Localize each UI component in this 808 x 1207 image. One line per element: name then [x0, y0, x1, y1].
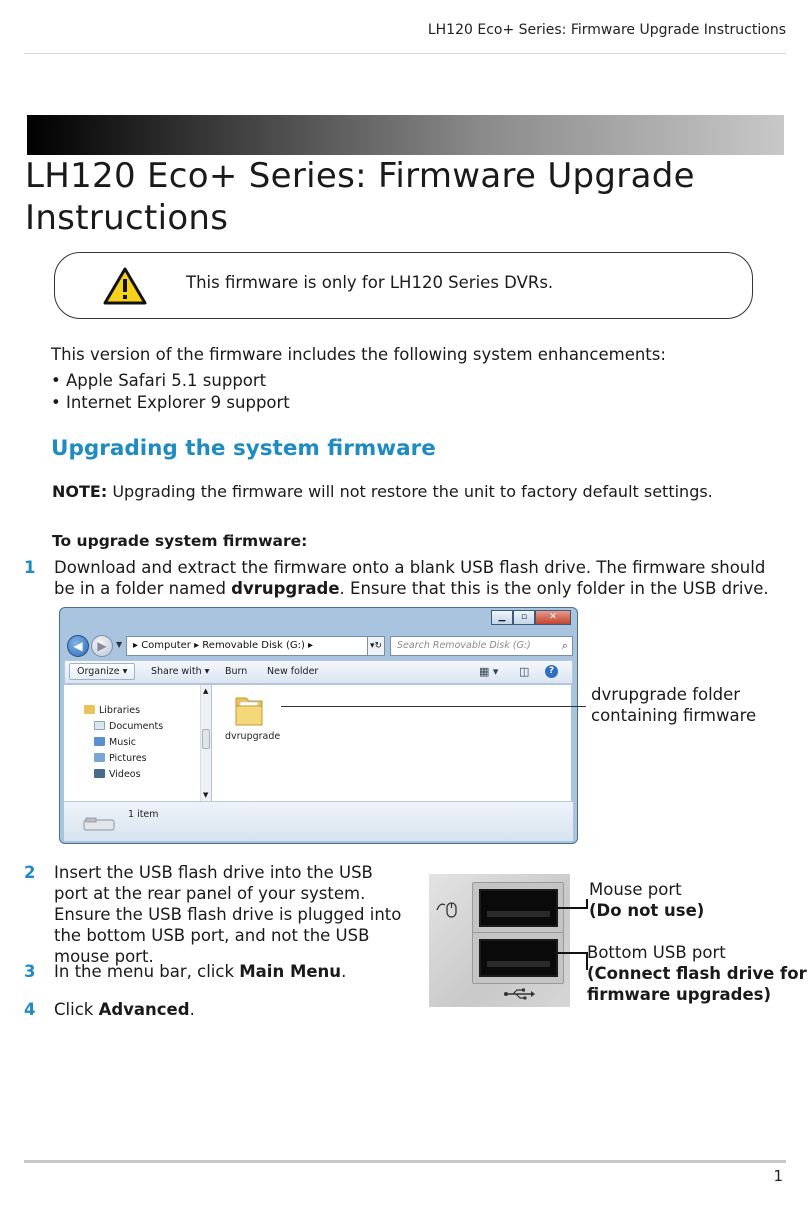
- videos-icon: [94, 769, 105, 778]
- refresh-icon[interactable]: ▾↻: [367, 636, 385, 656]
- step-bold-text: Advanced: [98, 1000, 190, 1019]
- step-number: 3: [24, 962, 36, 981]
- tree-item-label: Pictures: [109, 753, 147, 764]
- usb-symbol-icon: [503, 987, 535, 1001]
- back-arrow-icon[interactable]: ◀: [67, 635, 89, 657]
- step-4: [24, 999, 414, 1020]
- history-dropdown-icon[interactable]: ▼: [116, 640, 123, 649]
- maximize-icon[interactable]: ▫: [513, 610, 535, 625]
- step-text: Click: [54, 1000, 99, 1019]
- explorer-window: [59, 607, 578, 844]
- footer-divider: [24, 1160, 786, 1163]
- bottom-usb-port: [472, 932, 564, 984]
- tree-item-label: Documents: [109, 721, 164, 732]
- burn-button[interactable]: Burn: [225, 666, 248, 677]
- step-text: Download and extract the firmware onto a blank USB flash drive. The firmware should be in a folder named: [54, 558, 766, 598]
- tree-item-libraries[interactable]: [84, 703, 163, 719]
- folder-name[interactable]: dvrupgrade: [225, 731, 281, 742]
- mouse-port-title: Mouse port: [589, 880, 682, 899]
- music-icon: [94, 737, 105, 746]
- tree-item-label: Videos: [109, 769, 141, 780]
- tree-item-label: Libraries: [99, 705, 141, 716]
- command-toolbar: [64, 660, 573, 684]
- usb-ports-photo: [429, 874, 570, 1007]
- organize-button[interactable]: Organize ▾: [69, 663, 135, 680]
- note-text: Upgrading the firmware will not restore the unit to factory default settings.: [107, 482, 713, 501]
- step-number: 2: [24, 863, 36, 882]
- mouse-port-label: [589, 879, 704, 921]
- tree-item-videos[interactable]: [84, 767, 163, 783]
- navigation-pane: [64, 685, 211, 801]
- step-number: 1: [24, 558, 36, 577]
- bottom-port-note: firmware upgrades): [587, 985, 772, 1004]
- help-icon[interactable]: ?: [545, 665, 558, 678]
- content-pane: [212, 685, 571, 801]
- tree-item-label: Music: [109, 737, 137, 748]
- window-controls: [491, 610, 571, 625]
- step-text: Insert the USB flash drive into the USB port at the rear panel of your system. Ensure the USB flash drive is plugged into the bottom USB port, and not the USB mouse port.: [54, 863, 402, 966]
- enhancement-list: [51, 370, 290, 413]
- running-header: LH120 Eco+ Series: Firmware Upgrade Instructions: [427, 22, 786, 38]
- procedure-heading: To upgrade system firmware:: [52, 532, 308, 550]
- mouse-symbol-icon: [435, 898, 461, 920]
- close-icon[interactable]: ✕: [535, 610, 571, 625]
- folder-callout-line: [281, 706, 586, 707]
- page-number: 1: [773, 1167, 783, 1185]
- navigation-bar: [64, 634, 573, 658]
- usb-drive-icon: [82, 816, 116, 832]
- view-options-icon[interactable]: ▦ ▾: [479, 665, 499, 678]
- step-text: In the menu bar, click: [54, 962, 240, 981]
- address-bar[interactable]: ▸ Computer ▸ Removable Disk (G:) ▸: [126, 636, 368, 656]
- tree-scrollbar[interactable]: [200, 685, 211, 801]
- search-icon[interactable]: ⌕: [561, 639, 568, 652]
- folder-callout: dvrupgrade folder containing firmware: [591, 685, 757, 725]
- documents-icon: [94, 721, 105, 730]
- pictures-icon: [94, 753, 105, 762]
- step-1: [24, 557, 786, 599]
- details-pane: [64, 801, 573, 841]
- step-text: .: [341, 962, 347, 981]
- note-label: NOTE:: [52, 482, 108, 501]
- libraries-icon: [84, 705, 95, 714]
- step-text: . Ensure that this is the only folder in the USB drive.: [339, 579, 769, 598]
- scroll-up-icon[interactable]: ▲: [203, 687, 209, 695]
- item-count: 1 item: [128, 809, 159, 820]
- bottom-port-title: Bottom USB port: [587, 943, 726, 962]
- scroll-down-icon[interactable]: ▼: [203, 791, 209, 799]
- list-item: • Internet Explorer 9 support: [51, 392, 290, 412]
- warning-box: [54, 252, 753, 319]
- folder-icon[interactable]: [232, 692, 266, 728]
- mouse-port-callout-line: [553, 907, 587, 909]
- step-bold-text: Main Menu: [239, 962, 342, 981]
- warning-icon: [103, 267, 147, 305]
- mouse-port-note: (Do not use): [589, 901, 705, 920]
- note-paragraph: [52, 482, 713, 501]
- step-3: [24, 961, 414, 982]
- forward-arrow-icon[interactable]: ▶: [91, 635, 113, 657]
- new-folder-button[interactable]: New folder: [267, 666, 319, 677]
- step-bold-text: dvrupgrade: [231, 579, 340, 598]
- warning-text: This firmware is only for LH120 Series DVRs.: [186, 273, 554, 292]
- bottom-port-label: [587, 942, 807, 1005]
- tree-item-music[interactable]: [84, 735, 163, 751]
- scroll-thumb[interactable]: [202, 729, 210, 749]
- tree-item-pictures[interactable]: [84, 751, 163, 767]
- navigation-tree: [84, 703, 163, 783]
- step-2: [24, 862, 406, 967]
- header-divider: [24, 53, 786, 54]
- preview-pane-icon[interactable]: ◫: [519, 665, 530, 678]
- title-gradient-bar: [27, 115, 784, 155]
- share-with-button[interactable]: Share with ▾: [151, 666, 210, 677]
- search-input[interactable]: [390, 636, 573, 656]
- section-heading: Upgrading the system firmware: [51, 436, 436, 461]
- page-title: LH120 Eco+ Series: Firmware Upgrade Instructions: [25, 156, 695, 238]
- intro-paragraph: This version of the firmware includes the following system enhancements:: [51, 345, 666, 364]
- minimize-icon[interactable]: ▁: [491, 610, 513, 625]
- bottom-port-note: (Connect flash drive for: [587, 964, 807, 983]
- tree-item-documents[interactable]: [84, 719, 163, 735]
- bottom-port-callout-line: [553, 952, 587, 954]
- step-text: .: [189, 1000, 195, 1019]
- search-placeholder: Search Removable Disk (G:): [397, 640, 531, 651]
- list-item: • Apple Safari 5.1 support: [51, 371, 267, 390]
- mouse-usb-port: [472, 882, 564, 934]
- step-number: 4: [24, 1000, 36, 1019]
